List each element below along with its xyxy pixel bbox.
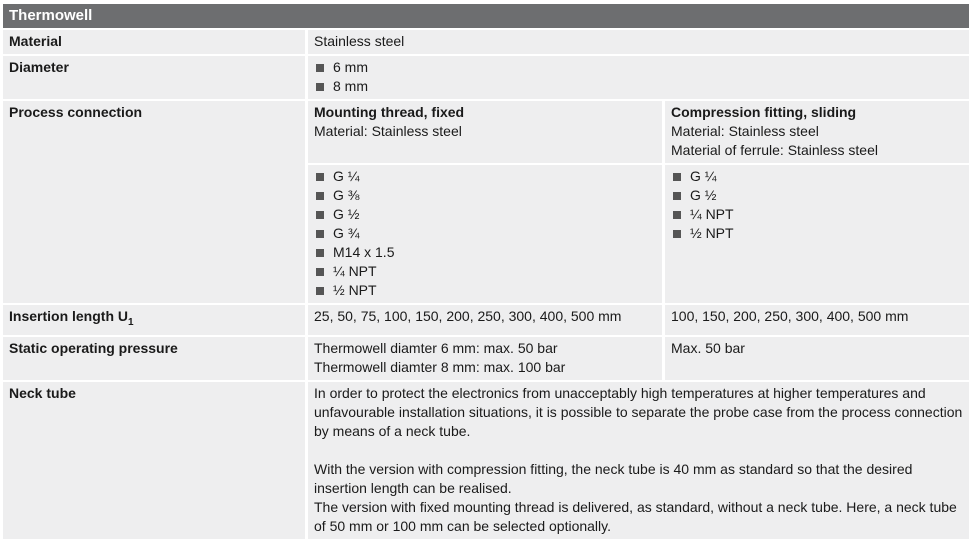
row-diameter (3, 54, 969, 99)
material-label: Material (3, 28, 305, 54)
neck-tube-para-2: With the version with compression fitting, the neck tube is 40 mm as standard so that the desired insertion length can be realised. (314, 460, 913, 496)
fixed-thread-heading: Mounting thread, fixed (314, 104, 465, 120)
row-process-connection-head (3, 99, 969, 163)
diameter-values (305, 54, 969, 99)
diameter-label: Diameter (3, 54, 305, 99)
bullet-square-icon (673, 192, 681, 200)
section-title: Thermowell (3, 4, 969, 28)
bullet-square-icon (673, 230, 681, 238)
row-neck-tube (3, 380, 969, 539)
bullet-square-icon (316, 211, 324, 219)
list-item: G ¼ (314, 167, 656, 186)
list-item: G ¾ (314, 224, 656, 243)
row-insertion-length (3, 303, 969, 335)
spec-table (3, 28, 969, 539)
pressure-sliding: Max. 50 bar (662, 335, 969, 380)
sliding-fitting-options (662, 163, 969, 303)
fixed-thread-material: Material: Stainless steel (314, 123, 462, 139)
bullet-square-icon (316, 230, 324, 238)
neck-tube-label: Neck tube (3, 380, 305, 539)
list-item: 6 mm (314, 58, 963, 77)
list-item: G ½ (671, 186, 963, 205)
material-value: Stainless steel (305, 28, 969, 54)
sliding-fitting-material: Material: Stainless steel (671, 123, 819, 139)
insertion-length-sliding: 100, 150, 200, 250, 300, 400, 500 mm (662, 303, 969, 335)
list-item: G ½ (314, 205, 656, 224)
bullet-square-icon (316, 287, 324, 295)
fixed-thread-header (305, 99, 662, 163)
row-material (3, 28, 969, 54)
sliding-fitting-ferrule: Material of ferrule: Stainless steel (671, 142, 878, 158)
insertion-length-label: Insertion length $U_1$ (3, 303, 305, 335)
list-item: ½ NPT (671, 224, 963, 243)
pressure-fixed-6mm: Thermowell diamter 6 mm: max. 50 bar (314, 339, 558, 356)
neck-tube-para-1: In order to protect the electronics from unacceptably high temperatures at higher temperatures and unfavourable installation situations, it is possible to separate the probe case from the process connection by means of a neck tube. (314, 384, 963, 439)
process-connection-label: Process connection (3, 99, 305, 303)
list-item: ½ NPT (314, 281, 656, 300)
insertion-length-fixed: 25, 50, 75, 100, 150, 200, 250, 300, 400, 500 mm (305, 303, 662, 335)
row-pressure (3, 335, 969, 380)
sliding-fitting-header (662, 99, 969, 163)
bullet-square-icon (673, 173, 681, 181)
pressure-label: Static operating pressure (3, 335, 305, 380)
neck-tube-para-3: The version with fixed mounting thread is delivered, as standard, without a neck tube. Here, a neck tube of 50 mm or 100 mm can be selected optionally. (314, 498, 957, 534)
fixed-thread-options (305, 163, 662, 303)
list-item: ¼ NPT (314, 262, 656, 281)
bullet-square-icon (316, 192, 324, 200)
sliding-fitting-heading: Compression fitting, sliding (671, 104, 857, 120)
pressure-fixed-8mm: Thermowell diamter 8 mm: max. 100 bar (314, 358, 566, 375)
bullet-square-icon (316, 249, 324, 257)
list-item: G ¼ (671, 167, 963, 186)
bullet-square-icon (316, 64, 324, 72)
list-item: G ⅜ (314, 186, 656, 205)
neck-tube-description (305, 380, 969, 539)
pressure-fixed (305, 335, 662, 380)
bullet-square-icon (316, 173, 324, 181)
list-item: 8 mm (314, 77, 963, 96)
bullet-square-icon (316, 83, 324, 91)
bullet-square-icon (316, 268, 324, 276)
list-item: M14 x 1.5 (314, 243, 656, 262)
list-item: ¼ NPT (671, 205, 963, 224)
thermowell-spec-sheet (3, 4, 969, 539)
bullet-square-icon (673, 211, 681, 219)
